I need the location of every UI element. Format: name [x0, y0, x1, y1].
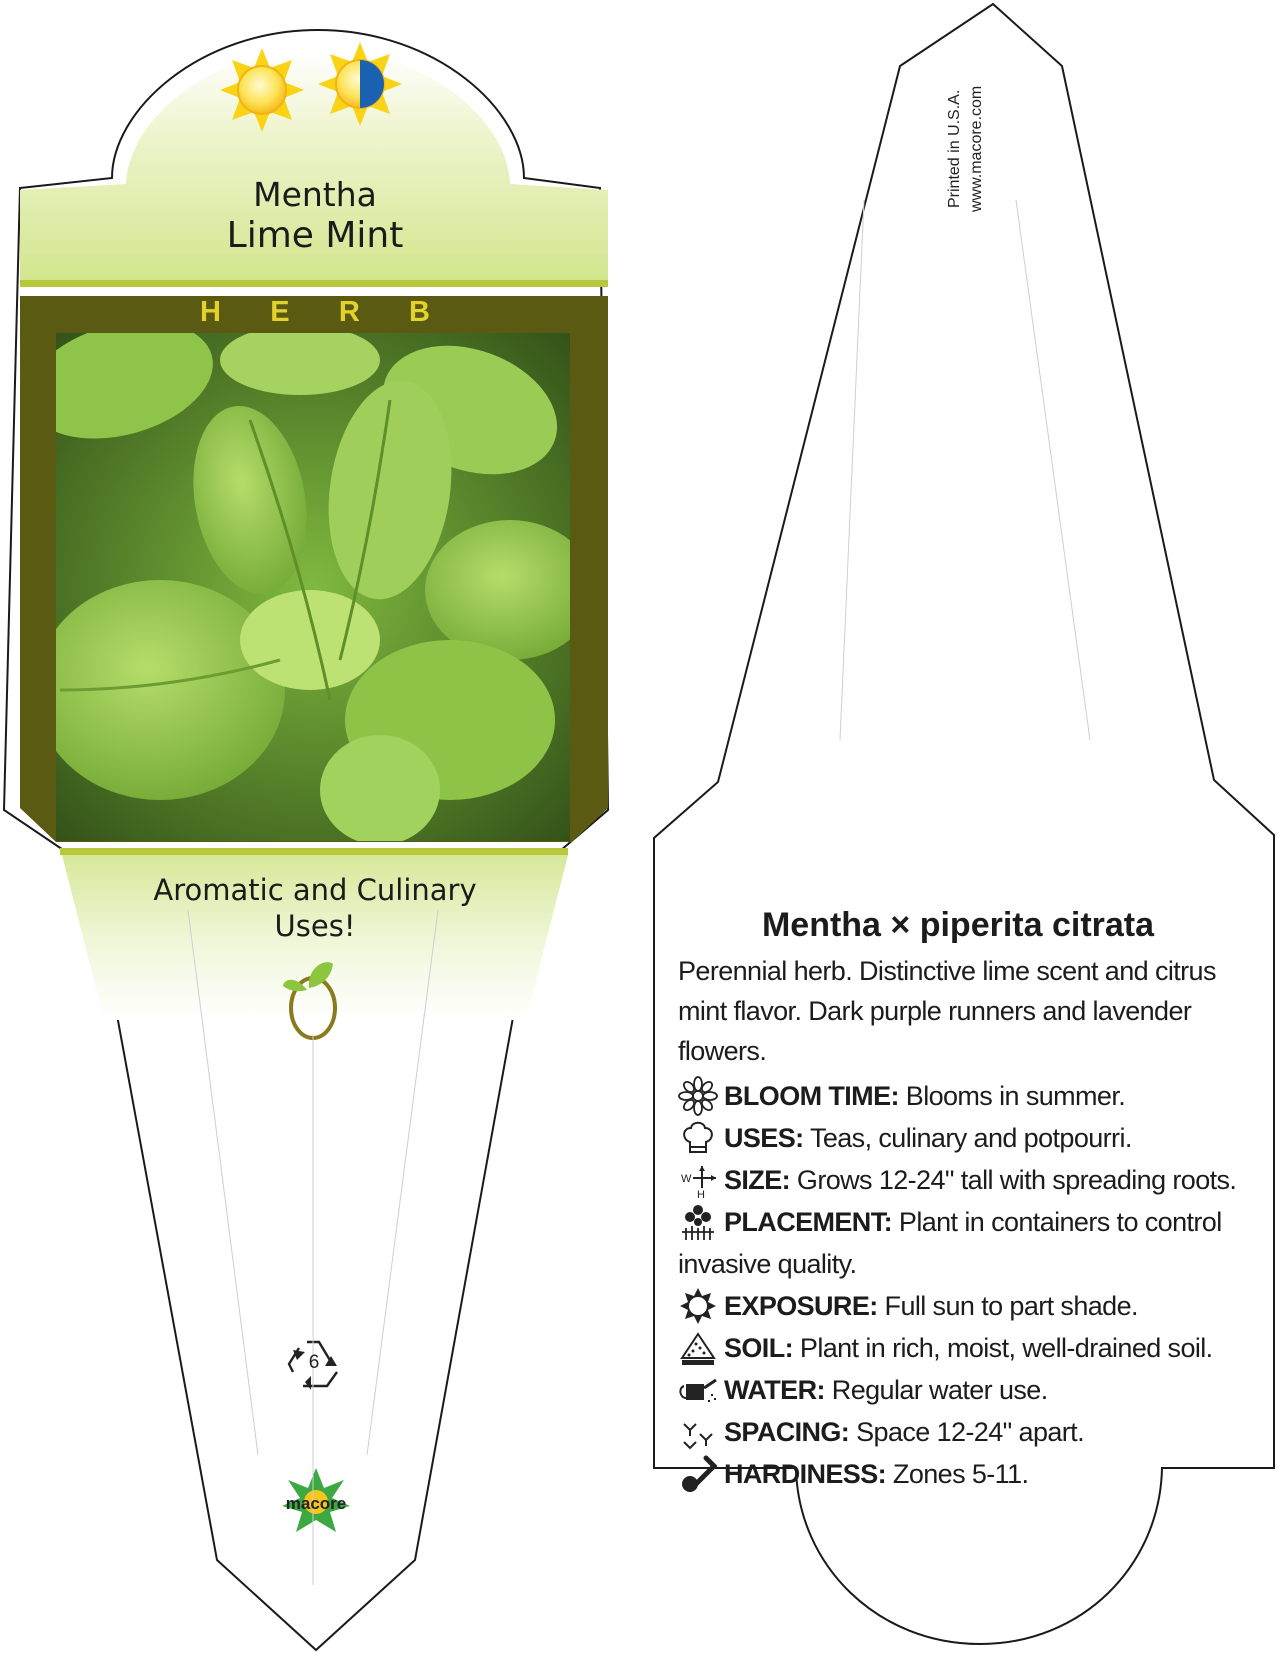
- svg-text:H: H: [697, 1189, 705, 1200]
- thermometer-icon: [678, 1454, 718, 1494]
- attr-label: SOIL:: [724, 1333, 793, 1363]
- header-rule: [20, 280, 608, 287]
- attr-label: BLOOM TIME:: [724, 1081, 899, 1111]
- spacing-icon: [678, 1412, 718, 1452]
- attr-size: [678, 1159, 1238, 1201]
- attr-uses: [678, 1117, 1238, 1159]
- sun-outline-icon: [678, 1286, 718, 1326]
- botanical-name: Mentha × piperita citrata: [761, 906, 1155, 944]
- attr-water: [678, 1369, 1238, 1411]
- attr-text: Grows 12-24" tall with spreading roots.: [796, 1165, 1237, 1195]
- genus-name: Mentha: [253, 175, 377, 214]
- attr-text: Space 12-24" apart.: [856, 1417, 1084, 1447]
- attr-placement: [678, 1201, 1238, 1285]
- attr-soil: [678, 1327, 1238, 1369]
- attr-text: Plant in containers to control invasive quality.: [678, 1207, 1222, 1279]
- category-letter: R: [338, 296, 360, 328]
- plant-info: [678, 906, 1238, 1495]
- tagline: Aromatic and Culinary Uses!: [153, 873, 477, 943]
- brand-name: macore: [285, 1494, 347, 1513]
- attr-text: Plant in rich, moist, well-drained soil.: [799, 1333, 1213, 1363]
- soil-icon: [678, 1328, 718, 1368]
- attr-text: Zones 5-11.: [892, 1459, 1029, 1489]
- category-letter: B: [409, 296, 430, 328]
- attr-spacing: [678, 1411, 1238, 1453]
- svg-text:W: W: [681, 1173, 691, 1185]
- photo-rule: [60, 848, 568, 855]
- attr-text: Regular water use.: [831, 1375, 1048, 1405]
- common-name: Lime Mint: [226, 215, 404, 256]
- flower-icon: [678, 1076, 718, 1116]
- mint-leaves-photo: [14, 302, 595, 845]
- category-label: [200, 296, 430, 329]
- attr-label: EXPOSURE:: [724, 1291, 878, 1321]
- attr-label: USES:: [724, 1123, 804, 1153]
- attr-label: HARDINESS:: [724, 1459, 887, 1489]
- attr-label: WATER:: [724, 1375, 825, 1405]
- watering-can-icon: [678, 1370, 718, 1410]
- attr-exposure: [678, 1285, 1238, 1327]
- website-label: www.macore.com: [968, 85, 985, 212]
- attr-hardiness: [678, 1453, 1238, 1495]
- chef-hat-icon: [678, 1118, 718, 1158]
- category-letter: H: [200, 296, 221, 328]
- front-tag: [4, 30, 608, 1650]
- attr-text: Blooms in summer.: [905, 1081, 1126, 1111]
- attr-text: Teas, culinary and potpourri.: [809, 1123, 1132, 1153]
- printed-in-label: Printed in U.S.A.: [946, 89, 963, 208]
- attr-bloom-time: [678, 1075, 1238, 1117]
- part-shade-icon: [318, 42, 402, 126]
- plant-description: Perennial herb. Distinctive lime scent and citrus mint flavor. Dark purple runners and lavender flowers.: [678, 956, 1216, 1066]
- attr-label: PLACEMENT:: [724, 1207, 892, 1237]
- size-icon: [678, 1160, 718, 1200]
- full-sun-icon: [220, 48, 304, 132]
- attr-text: Full sun to part shade.: [884, 1291, 1138, 1321]
- recycle-number: 6: [308, 1352, 320, 1373]
- category-letter: E: [270, 296, 290, 328]
- attr-label: SIZE:: [724, 1165, 791, 1195]
- attr-label: SPACING:: [724, 1417, 850, 1447]
